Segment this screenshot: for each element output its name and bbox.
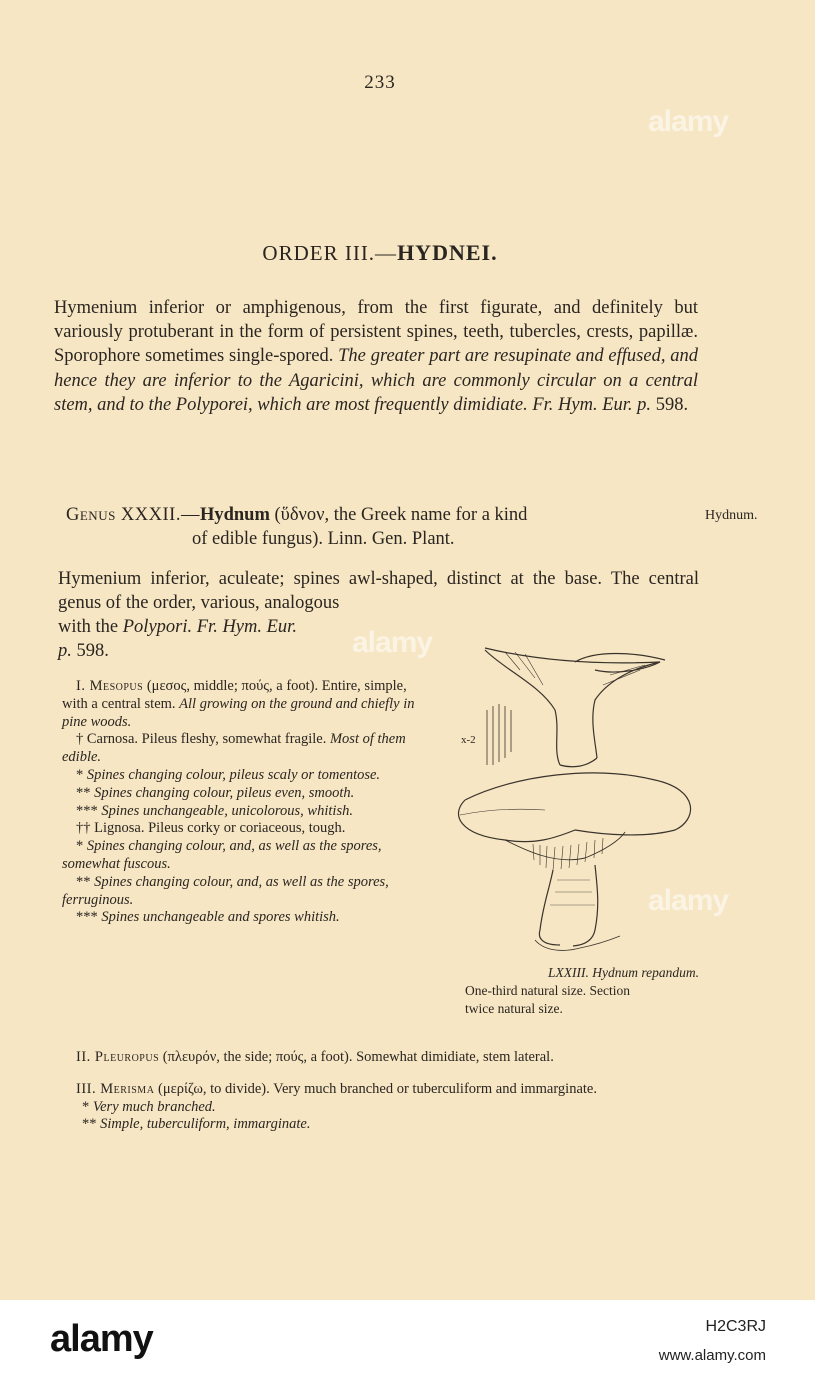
merisma-entry: [62, 1081, 698, 1099]
lignosa-group-3-text: Spines unchangeable and spores whitish.: [101, 909, 340, 926]
intro-tail: 598.: [651, 394, 689, 415]
genus-description-line3-italic: Polypori. Fr. Hym. Eur.: [122, 617, 297, 637]
watermark: alamy: [648, 105, 729, 138]
carnosa-group-3-mark: ***: [76, 802, 102, 819]
merisma-group-2-mark: **: [82, 1116, 101, 1133]
carnosa-group-1: [62, 767, 422, 785]
order-heading-prefix: ORDER III.—: [262, 241, 398, 265]
footer-logo: alamy: [50, 1318, 153, 1360]
intro-italic: The greater part are resupinate and effused, and hence they are inferior to the Agaricini, which are commonly circular on a central stem, and to the Polyporei, which are most frequently dimidiate. Fr. Hym. Eur. p.: [54, 346, 698, 415]
lignosa-group-3: [62, 909, 422, 927]
lignosa-group-2-mark: **: [76, 873, 95, 890]
lignosa-group-2: [62, 874, 422, 910]
genus-line2: of edible fungus). Linn. Gen. Plant.: [192, 529, 455, 549]
order-heading-name: HYDNEI.: [397, 240, 498, 265]
footer-image-id: H2C3RJ: [705, 1318, 766, 1335]
caption-line-3: twice natural size.: [465, 1001, 563, 1016]
carnosa-group-3-text: Spines unchangeable, unicolorous, whitish.: [101, 802, 353, 819]
merisma-group-2-text: Simple, tuberculiform, immarginate.: [100, 1116, 311, 1133]
merisma-group-1-mark: *: [82, 1098, 93, 1115]
genus-description-line4: [58, 639, 398, 663]
carnosa-italic: Most of them edible.: [62, 731, 406, 766]
carnosa-group-1-text: Spines changing colour, pileus scaly or tomentose.: [86, 766, 381, 783]
genus-description-line4-italic: p.: [58, 641, 72, 661]
lignosa-group-3-mark: ***: [76, 909, 102, 926]
genus-description-line3: [58, 615, 398, 639]
genus-name: Hydnum: [199, 505, 270, 525]
genus-description-line4-tail: 598.: [71, 641, 109, 661]
genus-description-line3-pre: with the: [58, 617, 123, 637]
lignosa-group-2-text: Spines changing colour, and, as well as the spores, ferruginous.: [62, 873, 389, 908]
carnosa-group-2-mark: **: [76, 784, 95, 801]
genus-heading: [66, 503, 698, 551]
bottom-subsections: [62, 1049, 698, 1134]
merisma-group-1-text: Very much branched.: [92, 1098, 216, 1115]
pleuropus-text: (πλευρόν, the side; πούς, a foot). Somewhat dimidiate, stem lateral.: [159, 1049, 554, 1065]
caption-line-2: One-third natural size. Section: [465, 983, 630, 998]
carnosa-group-1-mark: *: [76, 766, 87, 783]
merisma-group-2: [62, 1116, 698, 1134]
genus-etymology: (ὕδνον, the Greek name for a kind: [269, 505, 528, 525]
mesopus-entry: [62, 678, 422, 731]
merisma-text: (μερίζω, to divide). Very much branched or tuberculiform and immarginate.: [154, 1080, 597, 1097]
mesopus-italic: All growing on the ground and chiefly in pine woods.: [62, 695, 415, 730]
carnosa-group-2-text: Spines changing colour, pileus even, smooth.: [94, 784, 355, 801]
watermark: alamy: [352, 626, 433, 659]
genus-description-text: Hymenium inferior, aculeate; spines awl-shaped, distinct at the base. The central genus of the order, various, analogous: [58, 569, 699, 613]
footer-url: www.alamy.com: [658, 1347, 766, 1364]
carnosa-group-3: [62, 803, 422, 821]
carnosa-entry: [62, 731, 422, 767]
merisma-label: III. Merisma: [76, 1080, 155, 1097]
margin-note: Hydnum.: [705, 508, 758, 523]
lignosa-entry: †† Lignosa. Pileus corky or coriaceous, tough.: [76, 820, 346, 837]
merisma-group-1: [62, 1099, 698, 1117]
intro-paragraph: [54, 296, 698, 417]
page-number: 233: [364, 72, 396, 93]
figure-caption: [445, 964, 705, 1018]
order-heading: [0, 240, 760, 266]
lignosa-group-1-text: Spines changing colour, and, as well as the spores, somewhat fuscous.: [62, 838, 382, 872]
carnosa-text: † Carnosa. Pileus fleshy, somewhat fragile.: [76, 731, 330, 748]
caption-line-1: LXXIII. Hydnum repandum.: [548, 965, 699, 980]
lignosa-group-1-mark: *: [76, 838, 87, 855]
pleuropus-entry: [62, 1049, 698, 1067]
watermark: alamy: [648, 884, 729, 917]
scale-label: x-2: [461, 734, 476, 746]
mesopus-text: (μεσος, middle; πούς, a foot). Entire, simple, with a central stem.: [62, 678, 407, 712]
pleuropus-label: II. Pleuropus: [76, 1049, 160, 1065]
lignosa-group-1: [62, 838, 422, 874]
genus-label: Genus XXXII.—: [66, 505, 200, 525]
intro-roman: Hymenium inferior or amphigenous, from the first figurate, and definitely but variously protuberant in the form of persistent spines, teeth, tubercles, crests, papillæ. Sporophore sometimes single-spored.: [54, 298, 698, 367]
subsection-list: [62, 678, 422, 927]
carnosa-group-2: [62, 785, 422, 803]
mesopus-label: I. Mesopus: [76, 678, 144, 694]
